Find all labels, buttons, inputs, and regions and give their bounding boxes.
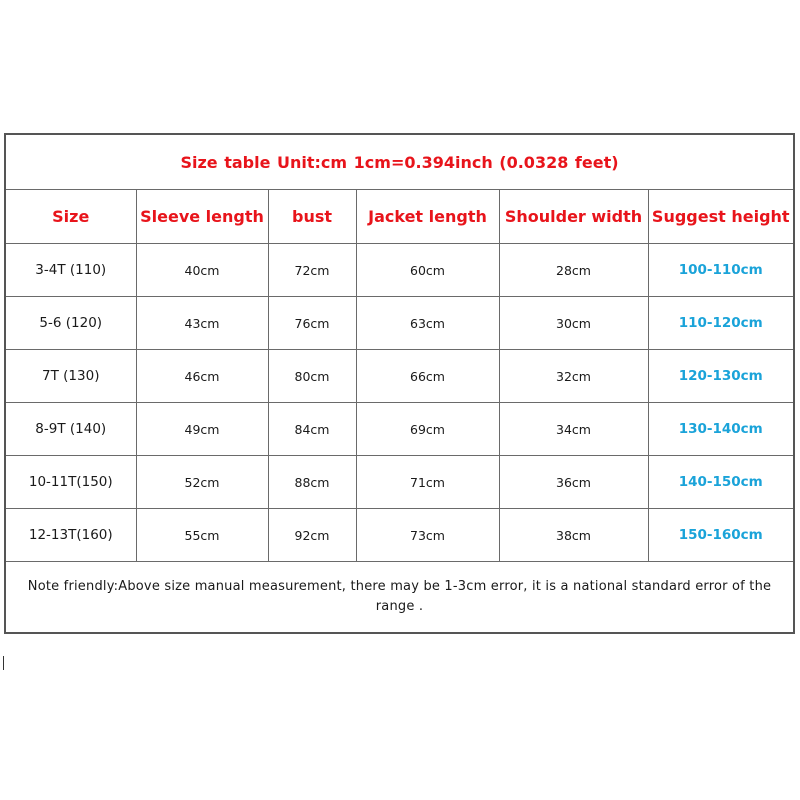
table-row xyxy=(5,456,794,509)
sleeve-length-cell: 55cm xyxy=(136,509,268,562)
size-cell: 5-6 (120) xyxy=(5,297,136,350)
size-cell: 10-11T(150) xyxy=(5,456,136,509)
suggest-height-cell: 100-110cm xyxy=(648,244,794,297)
jacket-length-cell: 73cm xyxy=(356,509,499,562)
suggest-height-cell: 140-150cm xyxy=(648,456,794,509)
bust-cell: 76cm xyxy=(268,297,356,350)
table-row xyxy=(5,297,794,350)
shoulder-width-cell: 28cm xyxy=(499,244,648,297)
jacket-length-cell: 71cm xyxy=(356,456,499,509)
title-row xyxy=(5,134,794,190)
header-bust: bust xyxy=(268,190,356,244)
shoulder-width-cell: 34cm xyxy=(499,403,648,456)
suggest-height-cell: 150-160cm xyxy=(648,509,794,562)
sleeve-length-cell: 40cm xyxy=(136,244,268,297)
header-shoulder-width: Shoulder width xyxy=(499,190,648,244)
suggest-height-cell: 120-130cm xyxy=(648,350,794,403)
note-text: Note friendly:Above size manual measurement, there may be 1-3cm error, it is a national standard error of the range . xyxy=(5,562,794,634)
sleeve-length-cell: 46cm xyxy=(136,350,268,403)
header-jacket-length: Jacket length xyxy=(356,190,499,244)
header-size: Size xyxy=(5,190,136,244)
table-title: Size table Unit:cm 1cm=0.394inch (0.0328 feet) xyxy=(5,134,794,190)
shoulder-width-cell: 36cm xyxy=(499,456,648,509)
shoulder-width-cell: 30cm xyxy=(499,297,648,350)
header-sleeve-length: Sleeve length xyxy=(136,190,268,244)
sleeve-length-cell: 43cm xyxy=(136,297,268,350)
table-row xyxy=(5,350,794,403)
jacket-length-cell: 66cm xyxy=(356,350,499,403)
suggest-height-cell: 110-120cm xyxy=(648,297,794,350)
note-row xyxy=(5,562,794,634)
size-cell: 12-13T(160) xyxy=(5,509,136,562)
table-row xyxy=(5,509,794,562)
table-row xyxy=(5,403,794,456)
shoulder-width-cell: 38cm xyxy=(499,509,648,562)
jacket-length-cell: 63cm xyxy=(356,297,499,350)
jacket-length-cell: 69cm xyxy=(356,403,499,456)
sleeve-length-cell: 49cm xyxy=(136,403,268,456)
table-row xyxy=(5,244,794,297)
header-suggest-height: Suggest height xyxy=(648,190,794,244)
size-cell: 7T (130) xyxy=(5,350,136,403)
bust-cell: 80cm xyxy=(268,350,356,403)
bust-cell: 72cm xyxy=(268,244,356,297)
suggest-height-cell: 130-140cm xyxy=(648,403,794,456)
header-row xyxy=(5,190,794,244)
size-cell: 3-4T (110) xyxy=(5,244,136,297)
size-cell: 8-9T (140) xyxy=(5,403,136,456)
bust-cell: 92cm xyxy=(268,509,356,562)
size-table xyxy=(4,133,795,634)
jacket-length-cell: 60cm xyxy=(356,244,499,297)
text-cursor-mark xyxy=(3,656,4,670)
sleeve-length-cell: 52cm xyxy=(136,456,268,509)
bust-cell: 84cm xyxy=(268,403,356,456)
shoulder-width-cell: 32cm xyxy=(499,350,648,403)
bust-cell: 88cm xyxy=(268,456,356,509)
